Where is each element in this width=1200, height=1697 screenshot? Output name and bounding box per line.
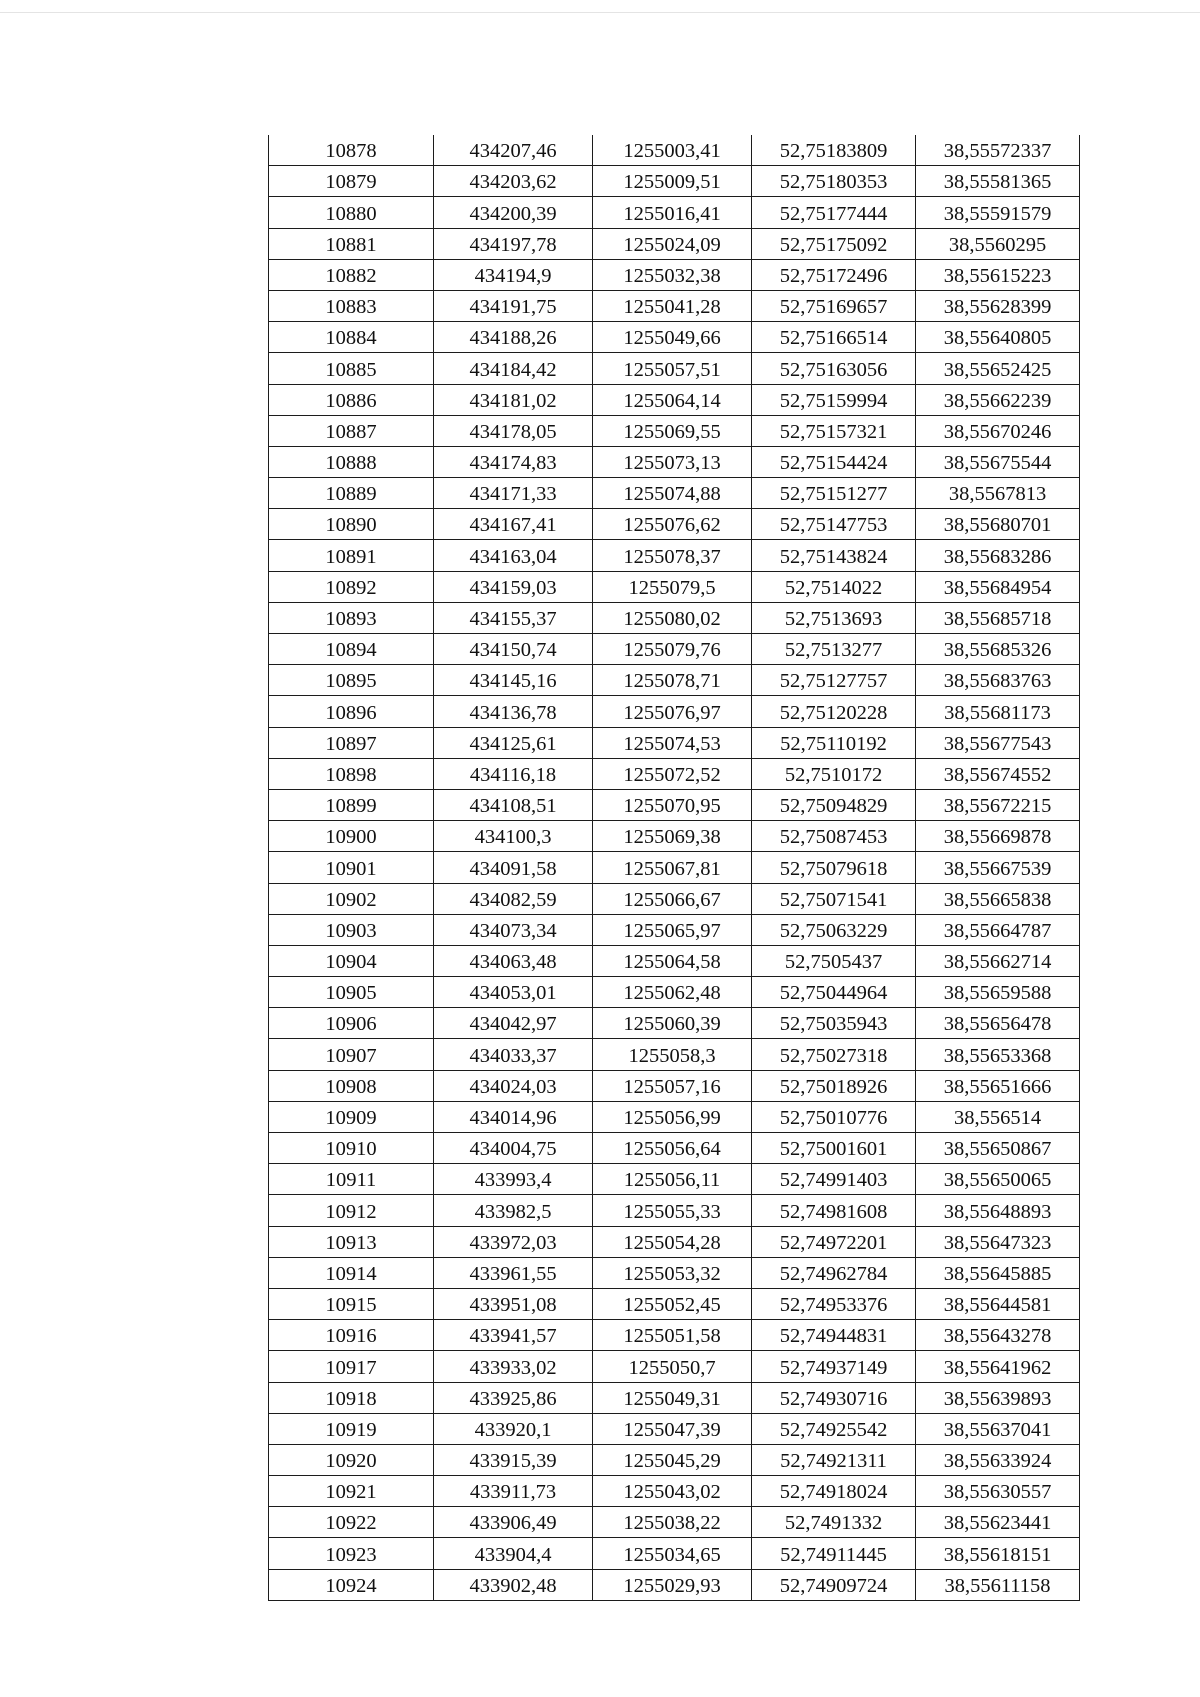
latitude-cell: 52,75018926 [752,1070,916,1101]
longitude-cell: 38,55662714 [916,945,1080,976]
table-row [269,135,1080,166]
x-coordinate-cell: 434191,75 [434,290,593,321]
y-coordinate-cell: 1255064,14 [593,384,752,415]
table-row [269,1538,1080,1569]
point-number-cell: 10895 [269,665,434,696]
point-number-cell: 10910 [269,1133,434,1164]
x-coordinate-cell: 434203,62 [434,166,593,197]
point-number-cell: 10896 [269,696,434,727]
longitude-cell: 38,55681173 [916,696,1080,727]
x-coordinate-cell: 433911,73 [434,1476,593,1507]
point-number-cell: 10921 [269,1476,434,1507]
coordinates-table-body [269,135,1080,1600]
latitude-cell: 52,75177444 [752,197,916,228]
longitude-cell: 38,55672215 [916,789,1080,820]
table-row [269,977,1080,1008]
latitude-cell: 52,75120228 [752,696,916,727]
latitude-cell: 52,75166514 [752,322,916,353]
x-coordinate-cell: 434091,58 [434,852,593,883]
point-number-cell: 10889 [269,478,434,509]
table-row [269,1195,1080,1226]
y-coordinate-cell: 1255049,66 [593,322,752,353]
longitude-cell: 38,5560295 [916,228,1080,259]
table-row [269,852,1080,883]
table-row [269,1039,1080,1070]
point-number-cell: 10919 [269,1413,434,1444]
x-coordinate-cell: 434174,83 [434,446,593,477]
table-row [269,166,1080,197]
point-number-cell: 10920 [269,1444,434,1475]
y-coordinate-cell: 1255047,39 [593,1413,752,1444]
table-row [269,1070,1080,1101]
table-row [269,1101,1080,1132]
table-row [269,415,1080,446]
table-row [269,1288,1080,1319]
point-number-cell: 10899 [269,789,434,820]
y-coordinate-cell: 1255072,52 [593,758,752,789]
x-coordinate-cell: 434004,75 [434,1133,593,1164]
x-coordinate-cell: 434014,96 [434,1101,593,1132]
x-coordinate-cell: 434188,26 [434,322,593,353]
point-number-cell: 10914 [269,1257,434,1288]
point-number-cell: 10901 [269,852,434,883]
table-row [269,696,1080,727]
table-row [269,914,1080,945]
latitude-cell: 52,74921311 [752,1444,916,1475]
longitude-cell: 38,55652425 [916,353,1080,384]
point-number-cell: 10922 [269,1507,434,1538]
longitude-cell: 38,55645885 [916,1257,1080,1288]
latitude-cell: 52,74981608 [752,1195,916,1226]
y-coordinate-cell: 1255079,76 [593,634,752,665]
longitude-cell: 38,55684954 [916,571,1080,602]
table-row [269,446,1080,477]
x-coordinate-cell: 434033,37 [434,1039,593,1070]
y-coordinate-cell: 1255009,51 [593,166,752,197]
y-coordinate-cell: 1255065,97 [593,914,752,945]
point-number-cell: 10893 [269,602,434,633]
table-row [269,665,1080,696]
x-coordinate-cell: 434178,05 [434,415,593,446]
latitude-cell: 52,75071541 [752,883,916,914]
latitude-cell: 52,75044964 [752,977,916,1008]
longitude-cell: 38,55611158 [916,1569,1080,1600]
x-coordinate-cell: 434116,18 [434,758,593,789]
x-coordinate-cell: 433933,02 [434,1351,593,1382]
table-row [269,1226,1080,1257]
x-coordinate-cell: 434194,9 [434,259,593,290]
x-coordinate-cell: 433951,08 [434,1288,593,1319]
y-coordinate-cell: 1255056,64 [593,1133,752,1164]
y-coordinate-cell: 1255038,22 [593,1507,752,1538]
latitude-cell: 52,74918024 [752,1476,916,1507]
latitude-cell: 52,75180353 [752,166,916,197]
point-number-cell: 10891 [269,540,434,571]
table-row [269,634,1080,665]
longitude-cell: 38,55647323 [916,1226,1080,1257]
table-row [269,197,1080,228]
point-number-cell: 10898 [269,758,434,789]
point-number-cell: 10915 [269,1288,434,1319]
y-coordinate-cell: 1255050,7 [593,1351,752,1382]
y-coordinate-cell: 1255066,67 [593,883,752,914]
point-number-cell: 10924 [269,1569,434,1600]
y-coordinate-cell: 1255029,93 [593,1569,752,1600]
longitude-cell: 38,55674552 [916,758,1080,789]
x-coordinate-cell: 434171,33 [434,478,593,509]
y-coordinate-cell: 1255080,02 [593,602,752,633]
latitude-cell: 52,75143824 [752,540,916,571]
y-coordinate-cell: 1255060,39 [593,1008,752,1039]
point-number-cell: 10906 [269,1008,434,1039]
point-number-cell: 10885 [269,353,434,384]
latitude-cell: 52,75147753 [752,509,916,540]
latitude-cell: 52,75157321 [752,415,916,446]
longitude-cell: 38,55685718 [916,602,1080,633]
x-coordinate-cell: 434163,04 [434,540,593,571]
y-coordinate-cell: 1255074,88 [593,478,752,509]
latitude-cell: 52,75087453 [752,821,916,852]
latitude-cell: 52,75027318 [752,1039,916,1070]
latitude-cell: 52,7510172 [752,758,916,789]
x-coordinate-cell: 434150,74 [434,634,593,665]
point-number-cell: 10913 [269,1226,434,1257]
table-row [269,1257,1080,1288]
longitude-cell: 38,55640805 [916,322,1080,353]
table-row [269,602,1080,633]
point-number-cell: 10887 [269,415,434,446]
x-coordinate-cell: 434181,02 [434,384,593,415]
latitude-cell: 52,74925542 [752,1413,916,1444]
latitude-cell: 52,74953376 [752,1288,916,1319]
table-row [269,322,1080,353]
longitude-cell: 38,55662239 [916,384,1080,415]
longitude-cell: 38,55651666 [916,1070,1080,1101]
point-number-cell: 10907 [269,1039,434,1070]
latitude-cell: 52,7514022 [752,571,916,602]
y-coordinate-cell: 1255062,48 [593,977,752,1008]
x-coordinate-cell: 434053,01 [434,977,593,1008]
x-coordinate-cell: 434155,37 [434,602,593,633]
y-coordinate-cell: 1255049,31 [593,1382,752,1413]
y-coordinate-cell: 1255032,38 [593,259,752,290]
latitude-cell: 52,74962784 [752,1257,916,1288]
longitude-cell: 38,55639893 [916,1382,1080,1413]
longitude-cell: 38,55572337 [916,135,1080,166]
x-coordinate-cell: 434207,46 [434,135,593,166]
table-row [269,259,1080,290]
x-coordinate-cell: 433920,1 [434,1413,593,1444]
latitude-cell: 52,74909724 [752,1569,916,1600]
y-coordinate-cell: 1255079,5 [593,571,752,602]
table-row [269,945,1080,976]
latitude-cell: 52,75035943 [752,1008,916,1039]
point-number-cell: 10904 [269,945,434,976]
longitude-cell: 38,55659588 [916,977,1080,1008]
coordinates-table [268,135,1080,1601]
point-number-cell: 10923 [269,1538,434,1569]
point-number-cell: 10911 [269,1164,434,1195]
table-row [269,758,1080,789]
x-coordinate-cell: 434100,3 [434,821,593,852]
x-coordinate-cell: 434167,41 [434,509,593,540]
longitude-cell: 38,55683286 [916,540,1080,571]
longitude-cell: 38,55628399 [916,290,1080,321]
table-row [269,353,1080,384]
table-row [269,571,1080,602]
y-coordinate-cell: 1255073,13 [593,446,752,477]
longitude-cell: 38,55637041 [916,1413,1080,1444]
longitude-cell: 38,55653368 [916,1039,1080,1070]
table-row [269,1507,1080,1538]
x-coordinate-cell: 433904,4 [434,1538,593,1569]
point-number-cell: 10894 [269,634,434,665]
x-coordinate-cell: 433902,48 [434,1569,593,1600]
latitude-cell: 52,75001601 [752,1133,916,1164]
table-row [269,821,1080,852]
x-coordinate-cell: 433925,86 [434,1382,593,1413]
point-number-cell: 10881 [269,228,434,259]
scan-edge-line [0,12,1200,13]
table-row [269,1351,1080,1382]
table-row [269,1008,1080,1039]
y-coordinate-cell: 1255076,97 [593,696,752,727]
table-row [269,228,1080,259]
x-coordinate-cell: 433972,03 [434,1226,593,1257]
latitude-cell: 52,75172496 [752,259,916,290]
latitude-cell: 52,7513693 [752,602,916,633]
point-number-cell: 10900 [269,821,434,852]
x-coordinate-cell: 434073,34 [434,914,593,945]
y-coordinate-cell: 1255070,95 [593,789,752,820]
x-coordinate-cell: 434197,78 [434,228,593,259]
latitude-cell: 52,75159994 [752,384,916,415]
latitude-cell: 52,7513277 [752,634,916,665]
longitude-cell: 38,5567813 [916,478,1080,509]
latitude-cell: 52,74930716 [752,1382,916,1413]
longitude-cell: 38,55669878 [916,821,1080,852]
table-row [269,509,1080,540]
x-coordinate-cell: 434042,97 [434,1008,593,1039]
table-row [269,290,1080,321]
x-coordinate-cell: 434200,39 [434,197,593,228]
longitude-cell: 38,55656478 [916,1008,1080,1039]
longitude-cell: 38,55677543 [916,727,1080,758]
y-coordinate-cell: 1255045,29 [593,1444,752,1475]
table-row [269,883,1080,914]
x-coordinate-cell: 434125,61 [434,727,593,758]
longitude-cell: 38,55630557 [916,1476,1080,1507]
longitude-cell: 38,55644581 [916,1288,1080,1319]
table-row [269,789,1080,820]
x-coordinate-cell: 434063,48 [434,945,593,976]
latitude-cell: 52,74991403 [752,1164,916,1195]
y-coordinate-cell: 1255057,51 [593,353,752,384]
longitude-cell: 38,55680701 [916,509,1080,540]
x-coordinate-cell: 434082,59 [434,883,593,914]
longitude-cell: 38,55685326 [916,634,1080,665]
latitude-cell: 52,75154424 [752,446,916,477]
point-number-cell: 10908 [269,1070,434,1101]
y-coordinate-cell: 1255055,33 [593,1195,752,1226]
y-coordinate-cell: 1255034,65 [593,1538,752,1569]
latitude-cell: 52,75063229 [752,914,916,945]
latitude-cell: 52,74937149 [752,1351,916,1382]
y-coordinate-cell: 1255041,28 [593,290,752,321]
latitude-cell: 52,75010776 [752,1101,916,1132]
y-coordinate-cell: 1255058,3 [593,1039,752,1070]
table-row [269,1382,1080,1413]
y-coordinate-cell: 1255056,11 [593,1164,752,1195]
x-coordinate-cell: 434108,51 [434,789,593,820]
point-number-cell: 10880 [269,197,434,228]
longitude-cell: 38,556514 [916,1101,1080,1132]
latitude-cell: 52,74944831 [752,1320,916,1351]
point-number-cell: 10882 [269,259,434,290]
latitude-cell: 52,75163056 [752,353,916,384]
point-number-cell: 10916 [269,1320,434,1351]
table-row [269,1413,1080,1444]
y-coordinate-cell: 1255074,53 [593,727,752,758]
table-row [269,1569,1080,1600]
longitude-cell: 38,55581365 [916,166,1080,197]
y-coordinate-cell: 1255064,58 [593,945,752,976]
y-coordinate-cell: 1255069,38 [593,821,752,852]
longitude-cell: 38,55650065 [916,1164,1080,1195]
y-coordinate-cell: 1255003,41 [593,135,752,166]
latitude-cell: 52,75127757 [752,665,916,696]
point-number-cell: 10912 [269,1195,434,1226]
latitude-cell: 52,7505437 [752,945,916,976]
longitude-cell: 38,55641962 [916,1351,1080,1382]
y-coordinate-cell: 1255076,62 [593,509,752,540]
y-coordinate-cell: 1255052,45 [593,1288,752,1319]
latitude-cell: 52,7491332 [752,1507,916,1538]
table-row [269,478,1080,509]
longitude-cell: 38,55670246 [916,415,1080,446]
x-coordinate-cell: 434184,42 [434,353,593,384]
latitude-cell: 52,75151277 [752,478,916,509]
x-coordinate-cell: 433982,5 [434,1195,593,1226]
y-coordinate-cell: 1255024,09 [593,228,752,259]
longitude-cell: 38,55683763 [916,665,1080,696]
longitude-cell: 38,55675544 [916,446,1080,477]
x-coordinate-cell: 433941,57 [434,1320,593,1351]
table-row [269,1164,1080,1195]
y-coordinate-cell: 1255043,02 [593,1476,752,1507]
table-row [269,727,1080,758]
y-coordinate-cell: 1255053,32 [593,1257,752,1288]
longitude-cell: 38,55633924 [916,1444,1080,1475]
table-row [269,540,1080,571]
point-number-cell: 10903 [269,914,434,945]
point-number-cell: 10909 [269,1101,434,1132]
x-coordinate-cell: 434136,78 [434,696,593,727]
latitude-cell: 52,74911445 [752,1538,916,1569]
x-coordinate-cell: 433961,55 [434,1257,593,1288]
longitude-cell: 38,55667539 [916,852,1080,883]
point-number-cell: 10890 [269,509,434,540]
longitude-cell: 38,55665838 [916,883,1080,914]
latitude-cell: 52,75183809 [752,135,916,166]
x-coordinate-cell: 434159,03 [434,571,593,602]
table-row [269,1320,1080,1351]
point-number-cell: 10883 [269,290,434,321]
latitude-cell: 52,75169657 [752,290,916,321]
point-number-cell: 10897 [269,727,434,758]
table-row [269,1133,1080,1164]
x-coordinate-cell: 434024,03 [434,1070,593,1101]
latitude-cell: 52,75175092 [752,228,916,259]
y-coordinate-cell: 1255051,58 [593,1320,752,1351]
point-number-cell: 10918 [269,1382,434,1413]
point-number-cell: 10892 [269,571,434,602]
latitude-cell: 52,75094829 [752,789,916,820]
latitude-cell: 52,75079618 [752,852,916,883]
longitude-cell: 38,55623441 [916,1507,1080,1538]
longitude-cell: 38,55664787 [916,914,1080,945]
x-coordinate-cell: 434145,16 [434,665,593,696]
point-number-cell: 10886 [269,384,434,415]
table-row [269,1476,1080,1507]
x-coordinate-cell: 433915,39 [434,1444,593,1475]
point-number-cell: 10905 [269,977,434,1008]
y-coordinate-cell: 1255056,99 [593,1101,752,1132]
longitude-cell: 38,55615223 [916,259,1080,290]
point-number-cell: 10888 [269,446,434,477]
point-number-cell: 10878 [269,135,434,166]
point-number-cell: 10879 [269,166,434,197]
longitude-cell: 38,55591579 [916,197,1080,228]
latitude-cell: 52,75110192 [752,727,916,758]
point-number-cell: 10884 [269,322,434,353]
y-coordinate-cell: 1255057,16 [593,1070,752,1101]
longitude-cell: 38,55650867 [916,1133,1080,1164]
y-coordinate-cell: 1255078,71 [593,665,752,696]
table-row [269,384,1080,415]
point-number-cell: 10902 [269,883,434,914]
x-coordinate-cell: 433906,49 [434,1507,593,1538]
latitude-cell: 52,74972201 [752,1226,916,1257]
point-number-cell: 10917 [269,1351,434,1382]
y-coordinate-cell: 1255067,81 [593,852,752,883]
y-coordinate-cell: 1255016,41 [593,197,752,228]
longitude-cell: 38,55643278 [916,1320,1080,1351]
x-coordinate-cell: 433993,4 [434,1164,593,1195]
table-row [269,1444,1080,1475]
longitude-cell: 38,55648893 [916,1195,1080,1226]
y-coordinate-cell: 1255078,37 [593,540,752,571]
y-coordinate-cell: 1255069,55 [593,415,752,446]
y-coordinate-cell: 1255054,28 [593,1226,752,1257]
longitude-cell: 38,55618151 [916,1538,1080,1569]
